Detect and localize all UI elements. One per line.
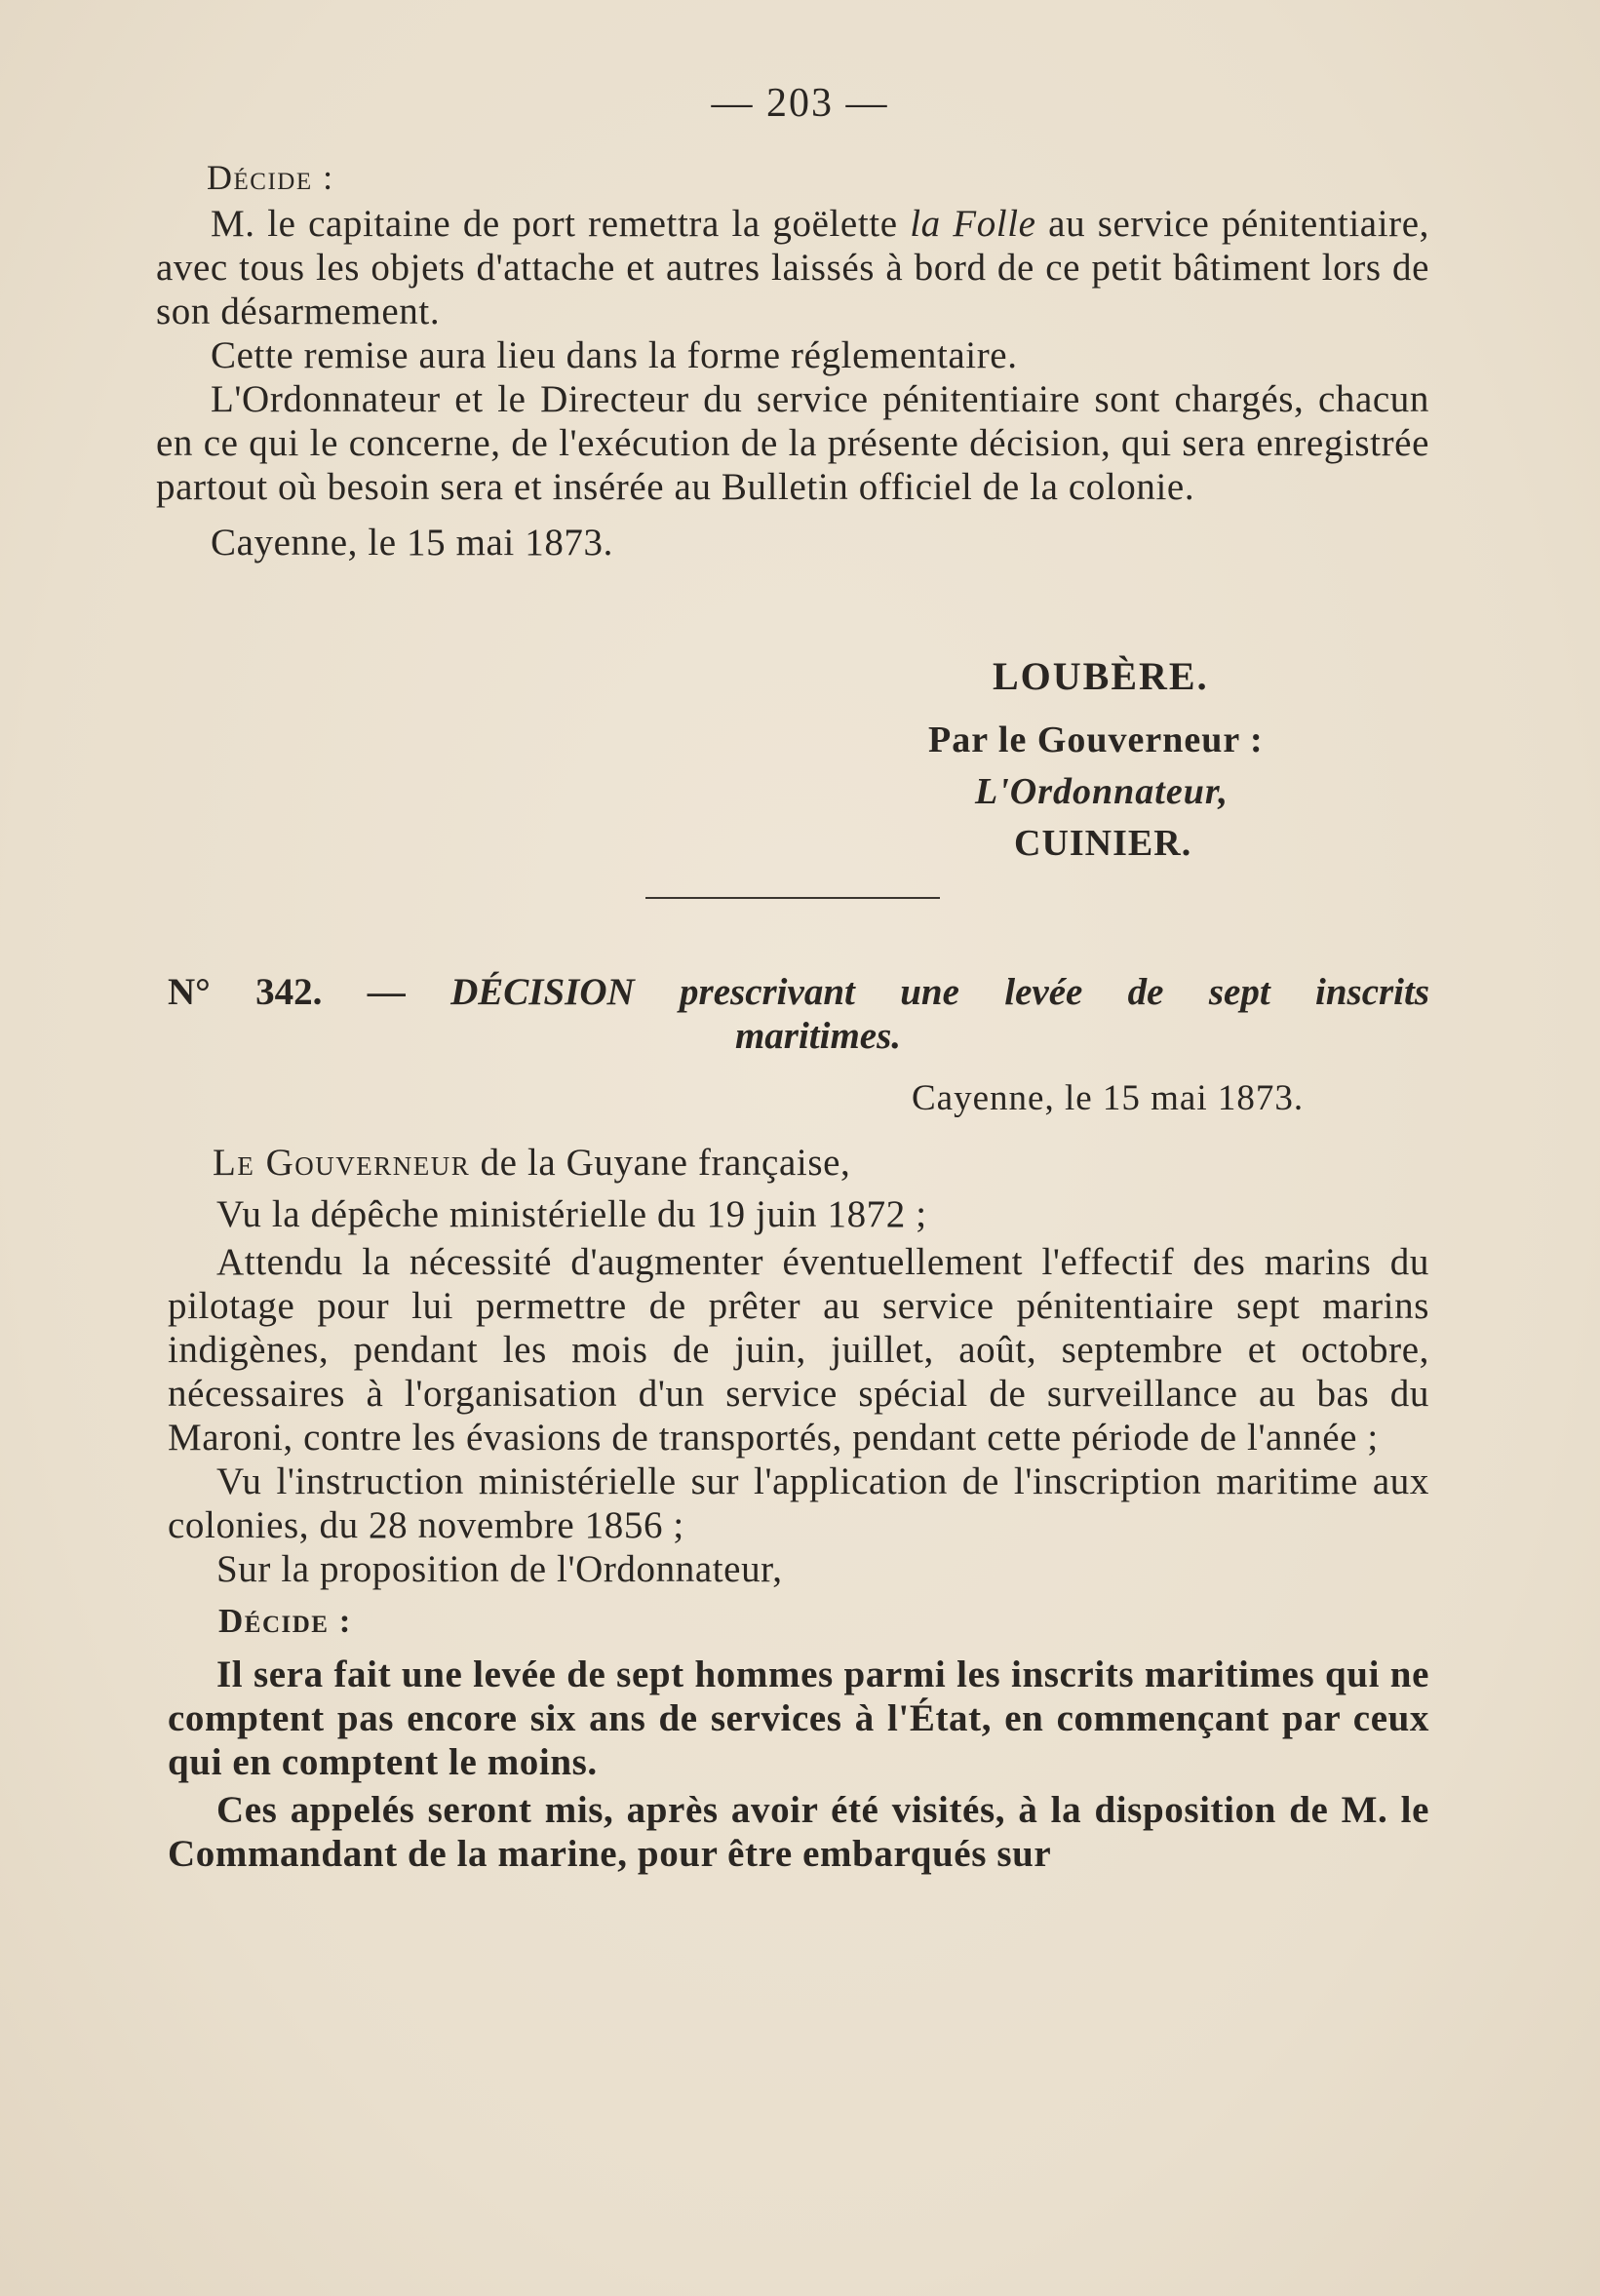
decision-number: N° 342. [168,971,323,1013]
title-dash: — [367,971,406,1013]
title-rest: prescrivant une levée de sept inscrits [680,971,1430,1013]
article-levee: Il sera fait une levée de sept hommes parmi les inscrits maritimes qui ne comptent pas encore six ans de services à l'État, en commençant par ceux qui en comptent le moins. [168,1654,1429,1783]
governor-rest: de la Guyane française, [470,1142,851,1184]
decision-title-line [168,970,1429,1014]
paragraph-execution: L'Ordonnateur et le Directeur du service pénitentiaire sont chargés, chacun en ce qui le concerne, de l'exécution de la présente décision, qui sera enregistrée partout où besoin sera et insérée au Bulletin officiel de la colonie. [156,378,1429,508]
governor-line [168,1141,1429,1185]
paragraph-goelette [156,202,1429,333]
vu-depeche: Vu la dépêche ministérielle du 19 juin 1872 ; [216,1193,927,1235]
decision-title-continuation: maritimes. [734,1015,902,1057]
decide-heading: Décide : [207,158,334,197]
decide-heading-2: Décide : [218,1602,352,1640]
section-divider [645,897,940,899]
title-word: DÉCISION [450,971,635,1013]
governor-label: Le Gouverneur [213,1142,471,1184]
article-appeles: Ces appelés seront mis, après avoir été visités, à la disposition de M. le Commandant de la marine, pour être embarqués sur [168,1789,1429,1875]
decision-body [168,1141,1429,1876]
paragraph-remise: Cette remise aura lieu dans la forme réglementaire. [211,334,1018,376]
paragraph-goelette-end: au service pénitentiaire, avec tous les objets d'attache et autres laissés à bord de ce petit bâtiment lors de son désarmement. [156,203,1429,332]
vu-instruction: Vu l'instruction ministérielle sur l'application de l'inscription maritime aux colonies, du 28 novembre 1856 ; [168,1460,1429,1546]
previous-decision-section [156,156,1429,564]
ordonnateur-name: CUINIER. [1014,823,1192,864]
sur-proposition: Sur la proposition de l'Ordonnateur, [216,1548,783,1590]
ordonnateur-title: L'Ordonnateur, [975,771,1229,812]
page-number: — 203 — [711,81,889,126]
ship-name: la Folle [910,203,1036,245]
signatory-name: LOUBÈRE. [993,654,1209,698]
place-date: Cayenne, le 15 mai 1873. [211,522,613,564]
paragraph-goelette-start: M. le capitaine de port remettra la goëlette [211,203,911,245]
attendu-paragraph: Attendu la nécessité d'augmenter éventuellement l'effectif des marins du pilotage pour lui permettre de prêter au service pénitentiaire sept marins indigènes, pendant les mois de juin, juillet, août, septembre et octobre, nécessaires à l'organisation d'un service spécial de surveillance au bas du Maroni, contre les évasions de transportés, pendant cette période de l'année ; [168,1241,1429,1459]
by-governor-line: Par le Gouverneur : [928,720,1264,760]
decision-title [168,970,1429,1058]
decision-place-date: Cayenne, le 15 mai 1873. [912,1078,1305,1118]
